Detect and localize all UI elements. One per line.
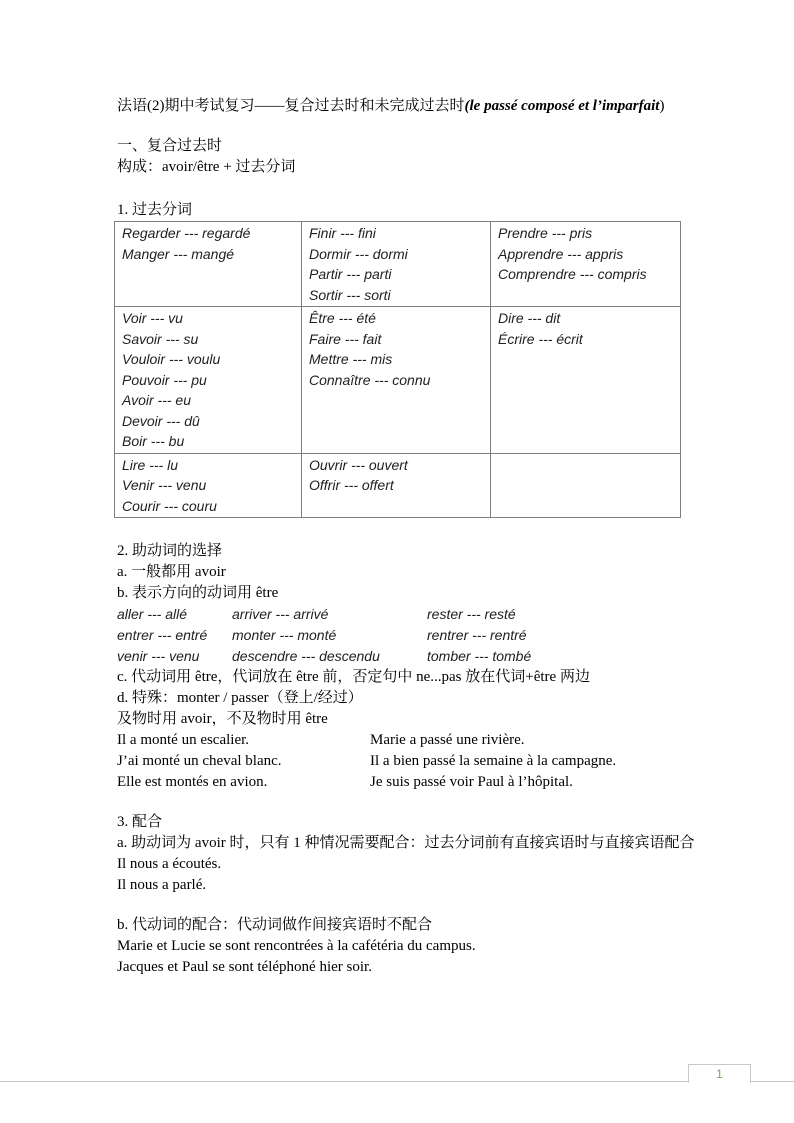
section-1-heading: 一、复合过去时	[117, 138, 223, 154]
etre-verb: descendre --- descendu	[232, 648, 380, 664]
participle-cell: Dire --- dit Écrire --- écrit	[491, 307, 681, 454]
example-sentence: Il a bien passé la semaine à la campagne.	[370, 753, 617, 769]
participle-cell	[491, 453, 681, 518]
etre-verb: monter --- monté	[232, 627, 337, 643]
section-2-item-d2: 及物时用 avoir，不及物时用 être	[117, 711, 328, 727]
section-3-item-a: a. 助动词为 avoir 时，只有 1 种情况需要配合：过去分词前有直接宾语时与直接宾语配合	[117, 835, 695, 851]
example-sentence: Jacques et Paul se sont téléphoné hier soir.	[117, 959, 372, 975]
participle-table	[114, 221, 681, 518]
example-sentence: J’ai monté un cheval blanc.	[117, 753, 282, 769]
doc-title-zh: 法语(2)期中考试复习——复合过去时和未完成过去时	[117, 98, 465, 114]
participle-cell: Prendre --- pris Apprendre --- appris Comprendre --- compris	[491, 222, 681, 307]
participle-cell: Être --- été Faire --- fait Mettre --- mis Connaître --- connu	[302, 307, 491, 454]
participle-table-row	[115, 453, 681, 518]
monter-passer-examples	[117, 730, 680, 793]
etre-verb-grid	[117, 604, 680, 667]
example-sentence: Il a monté un escalier.	[117, 732, 250, 748]
participle-cell: Ouvrir --- ouvert Offrir --- offert	[302, 453, 491, 518]
doc-title-french: le passé composé et l’imparfait	[469, 98, 660, 114]
etre-verb: rester --- resté	[427, 606, 516, 622]
participle-table-row	[115, 307, 681, 454]
section-2-heading: 2. 助动词的选择	[117, 543, 223, 559]
page-number-tab	[688, 1064, 751, 1083]
section-3-item-b: b. 代动词的配合：代动词做作间接宾语时不配合	[117, 917, 433, 933]
example-sentence: Marie a passé une rivière.	[370, 732, 525, 748]
etre-verb: aller --- allé	[117, 606, 188, 622]
etre-verb: entrer --- entré	[117, 627, 208, 643]
doc-title-close-paren: )	[659, 98, 665, 114]
section-2-item-d: d. 特殊：monter / passer（登上/经过）	[117, 690, 363, 706]
footer-rule	[0, 1081, 794, 1082]
etre-verb: venir --- venu	[117, 648, 200, 664]
participle-subheading: 1. 过去分词	[117, 202, 193, 218]
participle-cell: Finir --- fini Dormir --- dormi Partir --- parti Sortir --- sorti	[302, 222, 491, 307]
participle-cell: Voir --- vu Savoir --- su Vouloir --- voulu Pouvoir --- pu Avoir --- eu Devoir --- dû Boir --- bu	[115, 307, 302, 454]
example-sentence: Elle est montés en avion.	[117, 774, 268, 790]
document-content	[114, 96, 695, 978]
doc-title-open-paren: (	[464, 98, 470, 114]
etre-verb: arriver --- arrivé	[232, 606, 329, 622]
section-2-item-b: b. 表示方向的动词用 être	[117, 585, 279, 601]
example-sentence: Il nous a parlé.	[117, 877, 207, 893]
formation-line: 构成：avoir/être + 过去分词	[117, 159, 296, 175]
section-3-heading: 3. 配合	[117, 814, 163, 830]
participle-table-row	[115, 222, 681, 307]
etre-verb: rentrer --- rentré	[427, 627, 527, 643]
participle-cell: Lire --- lu Venir --- venu Courir --- couru	[115, 453, 302, 518]
section-2-item-c: c. 代动词用 être，代词放在 être 前，否定句中 ne...pas 放在代词+être 两边	[117, 669, 590, 685]
doc-title	[117, 96, 680, 117]
section-2-item-a: a. 一般都用 avoir	[117, 564, 226, 580]
example-sentence: Il nous a écoutés.	[117, 856, 222, 872]
etre-verb: tomber --- tombé	[427, 648, 532, 664]
example-sentence: Marie et Lucie se sont rencontrées à la cafétéria du campus.	[117, 938, 476, 954]
example-sentence: Je suis passé voir Paul à l’hôpital.	[370, 774, 573, 790]
participle-cell: Regarder --- regardé Manger --- mangé	[115, 222, 302, 307]
page-number: 1	[716, 1067, 723, 1081]
